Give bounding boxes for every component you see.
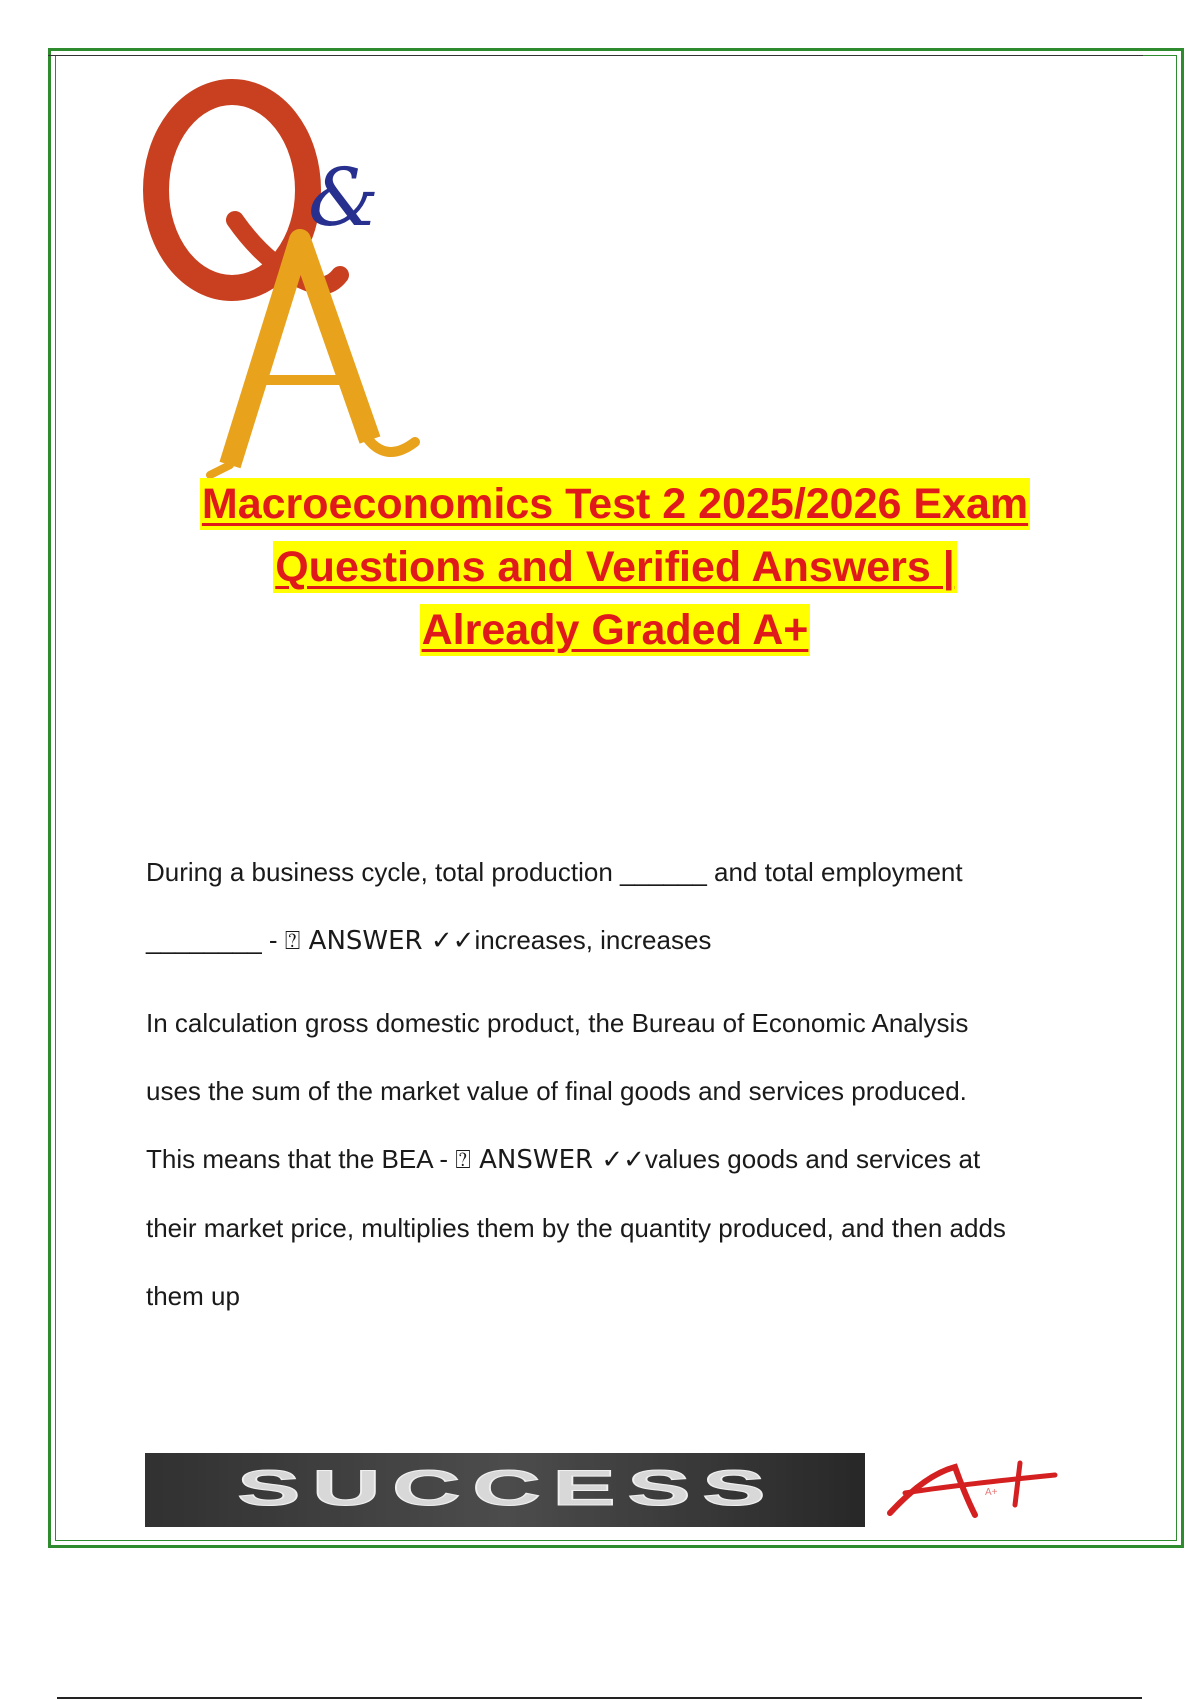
title-line-3: Already Graded A+ — [421, 606, 809, 654]
qa-item-2 — [146, 989, 1096, 1330]
svg-text:&: & — [308, 151, 380, 244]
answer-2-line-1: values goods and services at — [644, 1144, 981, 1174]
answer-2-line-3: them up — [146, 1281, 240, 1311]
title-line-1: Macroeconomics Test 2 2025/2026 Exam — [201, 480, 1029, 528]
grade-a-plus-icon — [885, 1455, 1065, 1525]
qa-item-1 — [146, 838, 1096, 975]
question-2-line-2: uses the sum of the market value of final goods and services produced. — [146, 1076, 967, 1106]
answer-2-line-2: their market price, multiplies them by the quantity produced, and then adds — [146, 1213, 1006, 1243]
answer-marker: ⍰ ANSWER ✓✓ — [455, 1145, 645, 1175]
ampersand-icon — [308, 151, 379, 244]
question-1-line-1: During a business cycle, total production ______ and total employment — [146, 857, 963, 887]
question-2-line-3: This means that the BEA - ⍰ ANSWER ✓✓values goods and services at — [146, 1144, 981, 1175]
grade-label: A+ — [985, 1487, 998, 1498]
header-rule — [48, 55, 1143, 56]
question-2-line-1: In calculation gross domestic product, the Bureau of Economic Analysis — [146, 1008, 969, 1038]
answer-marker: ⍰ ANSWER ✓✓ — [284, 926, 475, 956]
success-banner — [145, 1453, 865, 1527]
title-line-2: Questions and Verified Answers | — [275, 543, 955, 591]
q-and-a-logo-icon — [140, 70, 440, 480]
success-banner-text: SUCCESS — [237, 1460, 777, 1516]
footer-rule — [57, 1697, 1142, 1699]
question-1-line-2: ________ - ⍰ ANSWER ✓✓increases, increases — [146, 925, 712, 956]
document-title — [100, 478, 1130, 667]
answer-1: increases, increases — [474, 925, 712, 955]
qa-section — [146, 838, 1096, 1344]
